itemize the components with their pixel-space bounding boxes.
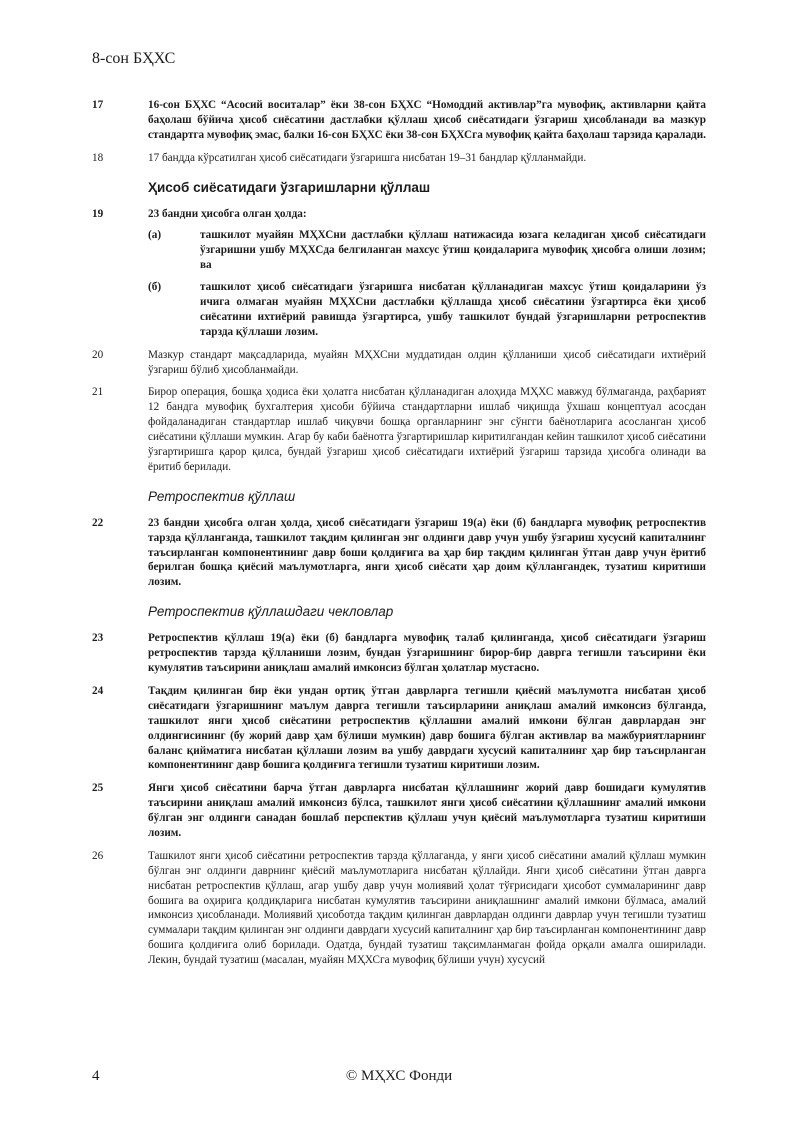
paragraph-26 <box>92 849 706 968</box>
section-heading: Ҳисоб сиёсатидаги ўзгаришларни қўллаш <box>148 179 431 195</box>
running-header: 8-сон БҲХС <box>92 50 176 67</box>
paragraph-number: 20 <box>92 348 104 361</box>
paragraph-text: Ретроспектив қўллаш 19(а) ёки (б) бандларга мувофиқ талаб қилинганда, ҳисоб сиёсатидаги ўзгариш ретроспектив тарзда қўлланиши лозим, бундан ўзгаришнинг бирор-бир даврга тегишли таъсирини ёки кумулятив таъсирини аниқлаш амалий имконсиз бўлган ҳолатлар мустасно. <box>148 632 706 675</box>
paragraph-text: Янги ҳисоб сиёсатини барча ўтган даврларга нисбатан қўллашнинг жорий давр бошидаги кумулятив таъсирини аниқлаш амалий имконсиз бўлса, ташкилот янги ҳисоб сиёсатини қўллашнинг амалий имкони бўлган энг олдинги санадан бошлаб перспектив қўллаш учун қиёсий маълумотларга тузатиш киритиши лозим. <box>148 782 706 839</box>
paragraph-23 <box>92 631 706 676</box>
paragraph-text: 17 бандда кўрсатилган ҳисоб сиёсатидаги ўзгаришга нисбатан 19–31 бандлар қўлланмайди. <box>148 151 587 164</box>
paragraph-text: 16-сон БҲХС “Асосий воситалар” ёки 38-сон БҲХС “Номоддий активлар”га мувофиқ, активларни қайта баҳолаш бўйича ҳисоб сиёсатини дастлабки қўллаш ҳисоб сиёсатидаги ўзгариш ҳисобланади ва мазкур стандартга мувофиқ эмас, балки 16-сон БҲХС ёки 38-сон БҲХСга мувофиқ қайта баҳолаш тарзида қаралади. <box>148 99 706 141</box>
paragraph-number: 24 <box>92 684 104 697</box>
paragraph-number: 17 <box>92 99 104 111</box>
sub-item-label: (а) <box>148 229 162 242</box>
page-number: 4 <box>92 1068 100 1084</box>
paragraph-number: 18 <box>92 151 104 164</box>
subsection-heading: Ретроспектив қўллашдаги чекловлар <box>148 604 394 620</box>
paragraph-22 <box>92 516 706 590</box>
sub-item-b <box>148 280 706 340</box>
paragraph-20 <box>92 348 706 378</box>
paragraph-text: Мазкур стандарт мақсадларида, муайян МҲХСни муддатидан олдин қўлланиши ҳисоб сиёсатидаги ихтиёрий ўзгариш бўлиб ҳисобланмайди. <box>148 348 706 376</box>
paragraph-21 <box>92 385 706 474</box>
paragraph-number: 26 <box>92 849 104 862</box>
paragraph-number: 21 <box>92 386 104 399</box>
paragraph-number: 23 <box>92 632 104 645</box>
paragraph-24 <box>92 684 706 773</box>
paragraph-number: 19 <box>92 207 104 220</box>
paragraph-text: 23 бандни ҳисобга олган ҳолда, ҳисоб сиёсатидаги ўзгариш 19(а) ёки (б) бандларга мувофиқ ретроспектив тарзда қўлланганда, ташкилот тақдим қилинган энг олдинги давр учун ушбу ўзгариш хусусий капиталнинг таъсирланган компонентининг давр боши қолдиғига ва ҳар бир тақдим қилинган ўтган давр учун ёритиб берилган бошқа қиёсий маълумотларга, янги ҳисоб сиёсати ҳар доим қўллангандек, тузатиш киритиши лозим. <box>148 516 706 589</box>
sub-item-text: ташкилот ҳисоб сиёсатидаги ўзгаришга нисбатан қўлланадиган махсус ўтиш қоидаларини ўз ичига олмаган муайян МҲХСни дастлабки қўллашда ҳисоб сиёсатини ўзгартирса ёки ҳисоб сиёсатини ихтиёрий равишда ўзгартирса, ушбу ташкилот бундай ўзгаришларни ретроспектив тарзда қўллаши лозим. <box>200 281 706 338</box>
paragraph-18 <box>92 151 706 166</box>
copyright-notice: © МҲХС Фонди <box>345 1068 453 1084</box>
paragraph-intro: 23 бандни ҳисобга олган ҳолда: <box>148 207 307 220</box>
sub-item-label: (б) <box>148 281 162 294</box>
paragraph-text: Бирор операция, бошқа ҳодиса ёки ҳолатга нисбатан қўлланадиган алоҳида МҲХС мавжуд бўлмаганда, раҳбарият 12 бандга мувофиқ бухгалтерия ҳисоби бўйича стандартларни ишлаб чиқишда ўхшаш концептуал асосдан фойдаланадиган стандартлар ишлаб чиқувчи бошқа органларнинг энг сўнгги баёнотларига асосланган ҳисоб сиёсатини қўллаши мумкин. Агар бу каби баёнотга ўзгартиришлар киритилгандан кейин ташкилот ҳисоб сиёсатини ўзгартиришга қарор қилса, бундай ўзгариш ҳисоб сиёсатидаги ихтиёрий ўзгариш тарзида ҳисобга олинади ва ёритиб берилади. <box>148 386 706 473</box>
sub-item-a <box>148 228 706 273</box>
paragraph-number: 25 <box>92 782 104 795</box>
paragraph-text: Ташкилот янги ҳисоб сиёсатини ретроспектив тарзда қўллаганда, у янги ҳисоб сиёсатини амалий қўллаш мумкин бўлган энг олдинги даврнинг қиёсий маълумотларига нисбатан қўллайди. Янги ҳисоб сиёсатини ўтган даврга нисбатан ретроспектив қўллаш, агар ушбу давр учун молиявий ҳолат тўғрисидаги ҳисобот суммаларининг давр бошига ва оҳирига қолдиқларига нисбатан кумулятив таъсирини аниқлашнинг амалий имкони бўлмаса, амалий имконсиз ҳисобланади. Молиявий ҳисоботда тақдим қилинган даврлардан олдинги даврлар учун тегишли тузатиш суммалари тақдим қилинган энг олдинги даврдаги хусусий капиталнинг ҳар бир таъсирланган компонентининг давр бошига қолдиғига олиб борилади. Одатда, бундай тузатиш тақсимланмаган фойда орқали амалга оширилади. Лекин, бундай тузатиш (масалан, муайян МҲХСга мувофиқ бўлиши учун) хусусий <box>148 849 706 967</box>
paragraph-17 <box>92 98 706 143</box>
paragraph-number: 22 <box>92 516 104 529</box>
paragraph-19 <box>92 207 706 340</box>
sub-item-text: ташкилот муайян МҲХСни дастлабки қўллаш натижасида юзага келадиган ҳисоб сиёсатидаги ўзгаришни ушбу МҲХСда белгиланган махсус ўтиш қоидаларига мувофиқ ҳисобга олиши лозим; ва <box>200 229 706 272</box>
subsection-heading: Ретроспектив қўллаш <box>148 488 296 504</box>
document-body <box>92 98 706 976</box>
paragraph-25 <box>92 781 706 841</box>
paragraph-text: Тақдим қилинган бир ёки ундан ортиқ ўтган даврларга тегишли қиёсий маълумотга нисбатан ҳисоб сиёсатидаги ўзгаришнинг маълум даврга тегишли таъсирларини аниқлаш амалий имконсиз бўлганда, ташкилот янги ҳисоб сиёсатини ретроспектив қўллашни амалий имкони бўлган даврлардан энг олдингисининг (бу жорий давр ҳам бўлиши мумкин) давр бошига бўлган активлар ва мажбуриятларнинг баланс қийматига нисбатан қўллаши лозим ва ушбу даврдаги хусусий капиталнинг ҳар бир таъсирланган компонентининг давр бошига қолдиғига тегишли тузатиш киритиши лозим. <box>148 684 706 772</box>
